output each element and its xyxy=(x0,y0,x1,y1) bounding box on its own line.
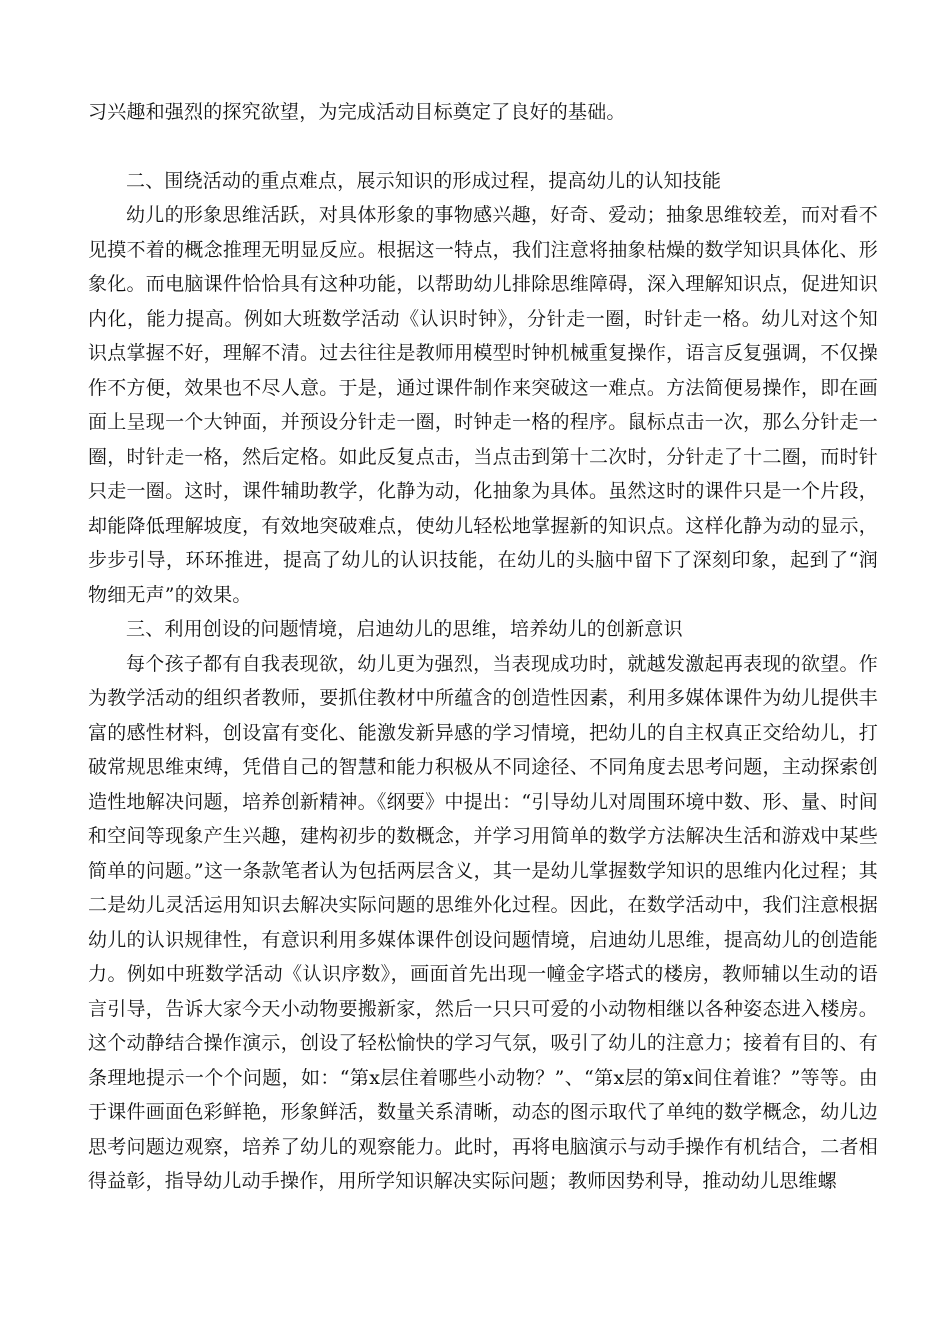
body-paragraph-clock: 幼儿的形象思维活跃，对具体形象的事物感兴趣，好奇、爱动；抽象思维较差，而对看不见摸不着的概念推理无明显反应。根据这一特点，我们注意将抽象枯燥的数学知识具体化、形象化。而电脑课件恰恰具有这种功能，以帮助幼儿排除思维障碍，深入理解知识点，促进知识内化，能力提高。例如大班数学活动《认识时钟》，分针走一圈，时针走一格。幼儿对这个知识点掌握不好，理解不清。过去往往是教师用模型时钟机械重复操作，语言反复强调，不仅操作不方便，效果也不尽人意。于是，通过课件制作来突破这一难点。方法简便易操作，即在画面上呈现一个大钟面，并预设分针走一圈，时钟走一格的程序。鼠标点击一次，那么分针走一圈，时针走一格，然后定格。如此反复点击，当点击到第十二次时，分针走了十二圈，而时针只走一圈。这时，课件辅助教学，化静为动，化抽象为具体。虽然这时的课件只是一个片段，却能降低理解坡度，有效地突破难点，使幼儿轻松地掌握新的知识点。这样化静为动的显示，步步引导，环环推进，提高了幼儿的认识技能，在幼儿的头脑中留下了深刻印象，起到了“润物细无声”的效果。 xyxy=(88,204,878,606)
body-paragraph-creativity: 每个孩子都有自我表现欲，幼儿更为强烈，当表现成功时，就越发激起再表现的欲望。作为教学活动的组织者教师，要抓住教材中所蕴含的创造性因素，利用多媒体课件为幼儿提供丰富的感性材料，创设富有变化、能激发新异感的学习情境，把幼儿的自主权真正交给幼儿，打破常规思维束缚，凭借自己的智慧和能力积极从不同途径、不同角度去思考问题，主动探索创造性地解决问题，培养创新精神。《纲要》中提出：“引导幼儿对周围环境中数、形、量、时间和空间等现象产生兴趣，建构初步的数概念，并学习用简单的数学方法解决生活和游戏中某些简单的问题。”这一条款笔者认为包括两层含义，其一是幼儿掌握数学知识的思维内化过程；其二是幼儿灵活运用知识去解决实际问题的思维外化过程。因此，在数学活动中，我们注意根据幼儿的认识规律性，有意识利用多媒体课件创设问题情境，启迪幼儿思维，提高幼儿的创造能力。例如中班数学活动《认识序数》，画面首先出现一幢金字塔式的楼房，教师辅以生动的语言引导，告诉大家今天小动物要搬新家，然后一只只可爱的小动物相继以各种姿态进入楼房。这个动静结合操作演示，创设了轻松愉快的学习气氛，吸引了幼儿的注意力；接着有目的、有条理地提示一个个问题，如：“第x层住着哪些小动物？”、“第x层的第x间住着谁？”等等。由于课件画面色彩鲜艳，形象鲜活，数量关系清晰，动态的图示取代了单纯的数学概念，幼儿边思考问题边观察，培养了幼儿的观察能力。此时，再将电脑演示与动手操作有机结合，二者相得益彰，指导幼儿动手操作，用所学知识解决实际问题；教师因势利导，推动幼儿思维螺 xyxy=(88,652,878,1192)
paragraph-continuation: 习兴趣和强烈的探究欲望，为完成活动目标奠定了良好的基础。 xyxy=(88,101,626,123)
section-heading-two: 二、围绕活动的重点难点，展示知识的形成过程，提高幼儿的认知技能 xyxy=(126,169,722,192)
section-heading-three: 三、利用创设的问题情境，启迪幼儿的思维，培养幼儿的创新意识 xyxy=(126,618,683,640)
paragraph-gap xyxy=(88,130,878,164)
document-page xyxy=(88,95,878,1199)
